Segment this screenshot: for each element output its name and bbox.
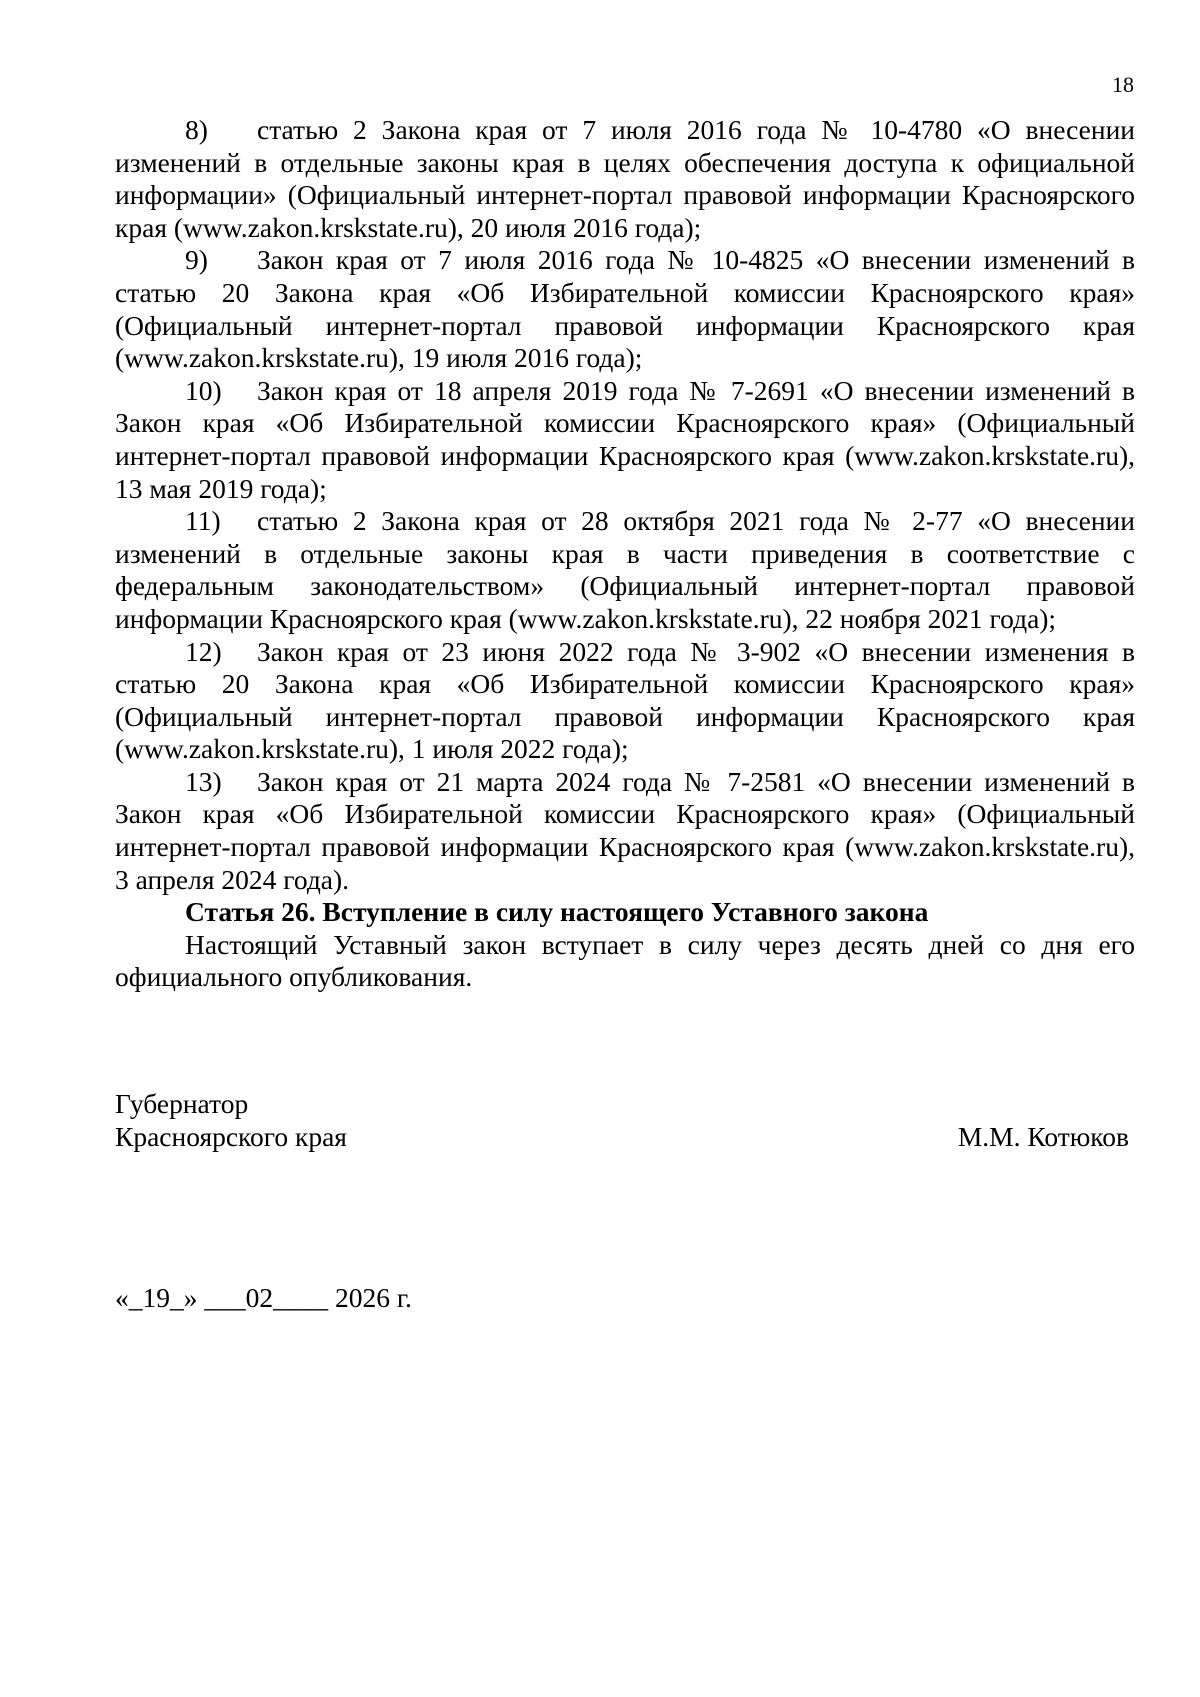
list-item: [115, 636, 1135, 766]
signature-title-line1: Губернатор: [115, 1088, 249, 1119]
article-heading: Статья 26. Вступление в силу настоящего Уставного закона: [185, 896, 929, 928]
list-item: [115, 114, 1135, 244]
signature-title-line2: Красноярского края: [115, 1121, 347, 1152]
article-text: Настоящий Уставный закон вступает в силу через десять дней со дня его официального опубликования.: [115, 928, 1135, 993]
document-body: [115, 114, 1135, 994]
item-number: 13): [185, 765, 222, 797]
signature-block: [115, 1087, 1135, 1153]
page-number: 18: [1112, 72, 1134, 97]
signatory-name: М.М. Котюков: [957, 1121, 1129, 1152]
item-text: Закон края от 18 апреля 2019 года № 7-2691 «О внесении изменений в Закон края «Об Избирательной комиссии Красноярского края» (Официальный интернет-портал правовой информации Красноярского края (www.zakon.krskstate.ru), 13 мая 2019 года);: [115, 374, 1135, 504]
item-number: 11): [185, 505, 221, 537]
item-text: статью 2 Закона края от 28 октября 2021 года № 2-77 «О внесении изменений в отдельные законы края в части приведения в соответствие с федеральным законодательством» (Официальный интернет-портал правовой информации Красноярского края (www.zakon.krskstate.ru), 22 ноября 2021 года);: [115, 505, 1135, 634]
item-number: 12): [185, 635, 222, 667]
list-item: [115, 505, 1135, 635]
item-text: статью 2 Закона края от 7 июля 2016 года № 10-4780 «О внесении изменений в отдельные законы края в целях обеспечения доступа к официальной информации» (Официальный интернет-портал правовой информации Красноярского края (www.zakon.krskstate.ru), 20 июля 2016 года);: [115, 114, 1135, 243]
item-text: Закон края от 21 марта 2024 года № 7-2581 «О внесении изменений в Закон края «Об Избирательной комиссии Красноярского края» (Официальный интернет-портал правовой информации Красноярского края (www.zakon.krskstate.ru), 3 апреля 2024 года).: [115, 765, 1135, 895]
list-item: [115, 375, 1135, 505]
item-number: 8): [185, 114, 208, 145]
signing-date: «_19_» ___02____ 2026 г.: [115, 1282, 412, 1313]
item-number: 9): [185, 244, 208, 276]
item-text: Закон края от 23 июня 2022 года № 3-902 «О внесении изменения в статью 20 Закона края «Об Избирательной комиссии Красноярского края» (Официальный интернет-портал правовой информации Красноярского края (www.zakon.krskstate.ru), 1 июля 2022 года);: [115, 635, 1135, 765]
list-item: [115, 766, 1135, 896]
item-number: 10): [185, 374, 222, 406]
item-text: Закон края от 7 июля 2016 года № 10-4825 «О внесении изменений в статью 20 Закона края «Об Избирательной комиссии Красноярского края» (Официальный интернет-портал правовой информации Красноярского края (www.zakon.krskstate.ru), 19 июля 2016 года);: [115, 244, 1135, 374]
list-item: [115, 244, 1135, 374]
